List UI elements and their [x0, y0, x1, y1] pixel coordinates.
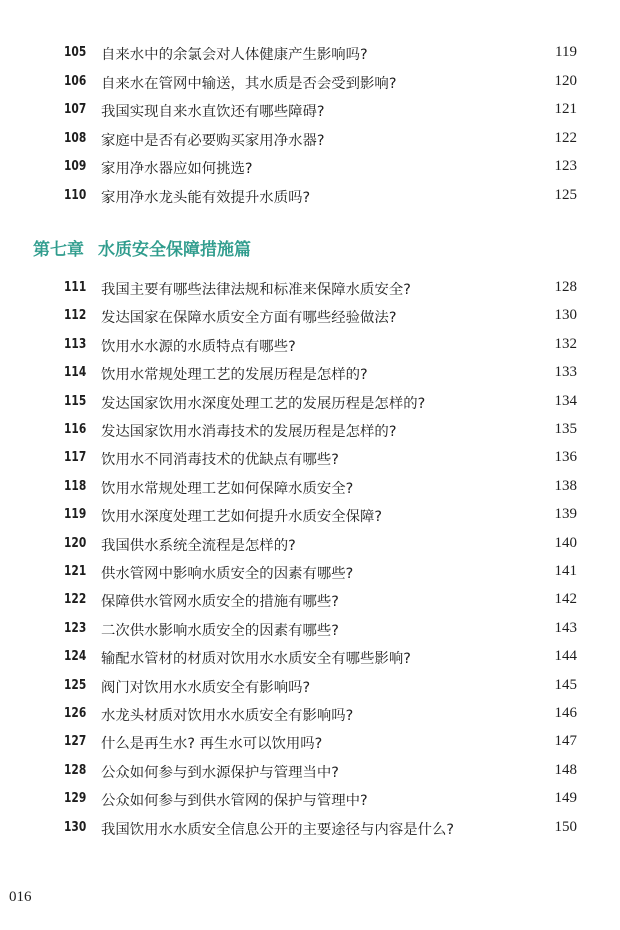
entry-number: 125 [64, 677, 87, 693]
entry-title: 发达国家饮用水消毒技术的发展历程是怎样的? [101, 424, 397, 440]
toc-entry[interactable] [0, 703, 620, 729]
entry-number: 130 [64, 819, 87, 835]
entry-title: 饮用水水源的水质特点有哪些? [101, 338, 296, 355]
entry-page-number: 143 [554, 619, 577, 636]
entry-page-number: 140 [554, 534, 577, 551]
entry-page-number: 141 [554, 563, 577, 579]
entry-title: 家用净水龙头能有效提升水质吗? [101, 190, 311, 206]
toc-entry[interactable] [0, 185, 620, 211]
toc-entry[interactable] [0, 277, 620, 303]
entry-number: 105 [64, 45, 87, 60]
entry-title: 我国供水系统全流程是怎样的? [101, 537, 296, 554]
toc-entry[interactable] [0, 71, 620, 97]
entry-page-number: 149 [554, 790, 577, 807]
entry-page-number: 139 [554, 506, 577, 523]
entry-page-number: 144 [554, 648, 577, 665]
toc-entry[interactable] [0, 305, 620, 331]
entry-title: 发达国家饮用水深度处理工艺的发展历程是怎样的? [101, 395, 426, 412]
entry-page-number: 147 [554, 733, 577, 750]
entry-number: 116 [64, 422, 87, 437]
entry-title: 饮用水深度处理工艺如何提升水质安全保障? [101, 509, 383, 526]
entry-title: 家用净水器应如何挑选? [101, 161, 253, 178]
chapter-title: 水质安全保障措施篇 [98, 240, 251, 260]
entry-title: 供水管网中影响水质安全的因素有哪些? [101, 566, 354, 582]
entry-number: 122 [64, 592, 87, 608]
toc-entry[interactable] [0, 561, 620, 587]
entry-number: 126 [64, 706, 87, 721]
entry-title: 水龙头材质对饮用水水质安全有影响吗? [101, 708, 354, 724]
toc-entry[interactable] [0, 419, 620, 445]
entry-page-number: 122 [554, 129, 577, 146]
toc-entry[interactable] [0, 788, 620, 814]
entry-title: 自来水中的余氯会对人体健康产生影响吗? [101, 47, 368, 63]
toc-entry[interactable] [0, 128, 620, 154]
entry-number: 128 [64, 762, 87, 778]
entry-title: 我国实现自来水直饮还有哪些障碍? [101, 104, 325, 121]
entry-number: 127 [64, 734, 87, 750]
chapter-label: 第七章 [33, 240, 84, 260]
entry-page-number: 145 [554, 676, 577, 693]
entry-title: 饮用水常规处理工艺的发展历程是怎样的? [101, 367, 368, 384]
entry-title: 饮用水不同消毒技术的优缺点有哪些? [101, 452, 339, 469]
entry-page-number: 135 [554, 421, 577, 437]
entry-number: 117 [64, 450, 87, 466]
footer-page-number: 016 [9, 889, 32, 905]
entry-number: 107 [64, 102, 87, 118]
entry-title: 自来水在管网中输送，其水质是否会受到影响? [101, 75, 397, 92]
toc-entry[interactable] [0, 447, 620, 473]
toc-entry[interactable] [0, 675, 620, 701]
entry-page-number: 136 [554, 449, 577, 466]
entry-title: 输配水管材的材质对饮用水水质安全有哪些影响? [101, 651, 411, 668]
entry-page-number: 146 [554, 705, 577, 721]
entry-page-number: 138 [554, 477, 577, 494]
toc-entry[interactable] [0, 362, 620, 388]
toc-entry[interactable] [0, 504, 620, 530]
toc-entry[interactable] [0, 391, 620, 417]
entry-page-number: 132 [554, 335, 577, 352]
entry-title: 公众如何参与到水源保护与管理当中? [101, 764, 339, 781]
chapter-heading[interactable] [33, 235, 251, 265]
toc-entry[interactable] [0, 476, 620, 502]
toc-entry[interactable] [0, 760, 620, 786]
entry-number: 113 [64, 336, 87, 352]
entry-page-number: 150 [554, 818, 577, 835]
entry-page-number: 125 [554, 187, 577, 203]
toc-entry[interactable] [0, 42, 620, 68]
entry-title: 二次供水影响水质安全的因素有哪些? [101, 622, 339, 639]
entry-page-number: 120 [554, 72, 577, 89]
entry-title: 什么是再生水? 再生水可以饮用吗? [101, 736, 323, 753]
entry-page-number: 119 [555, 44, 577, 60]
entry-page-number: 142 [554, 591, 577, 608]
entry-title: 公众如何参与到供水管网的保护与管理中? [101, 793, 368, 810]
toc-entry[interactable] [0, 817, 620, 843]
entry-number: 110 [64, 188, 87, 203]
entry-number: 114 [64, 365, 87, 381]
entry-page-number: 128 [554, 279, 577, 295]
entry-number: 115 [64, 393, 87, 409]
entry-page-number: 134 [554, 392, 577, 409]
entry-number: 108 [64, 130, 87, 146]
entry-number: 106 [64, 73, 87, 89]
entry-title: 我国饮用水水质安全信息公开的主要途径与内容是什么? [101, 821, 455, 838]
entry-page-number: 148 [554, 761, 577, 778]
entry-number: 119 [64, 507, 87, 523]
entry-title: 发达国家在保障水质安全方面有哪些经验做法? [101, 310, 397, 327]
entry-page-number: 130 [554, 307, 577, 324]
entry-title: 保障供水管网水质安全的措施有哪些? [101, 594, 339, 611]
entry-title: 饮用水常规处理工艺如何保障水质安全? [101, 480, 354, 497]
entry-number: 129 [64, 791, 87, 807]
entry-page-number: 121 [554, 101, 577, 118]
entry-page-number: 133 [554, 364, 577, 381]
entry-number: 118 [64, 478, 87, 494]
entry-title: 家庭中是否有必要购买家用净水器? [101, 132, 325, 149]
toc-entry[interactable] [0, 334, 620, 360]
entry-number: 120 [64, 535, 87, 551]
entry-number: 111 [64, 280, 87, 295]
toc-entry[interactable] [0, 99, 620, 125]
entry-page-number: 123 [554, 158, 577, 175]
entry-number: 109 [64, 159, 87, 175]
toc-entry[interactable] [0, 589, 620, 615]
entry-number: 121 [64, 564, 87, 579]
toc-entry[interactable] [0, 156, 620, 182]
entry-number: 124 [64, 649, 87, 665]
toc-entry[interactable] [0, 731, 620, 757]
toc-entry[interactable] [0, 646, 620, 672]
entry-number: 112 [64, 308, 87, 324]
toc-entry[interactable] [0, 533, 620, 559]
entry-title: 阀门对饮用水水质安全有影响吗? [101, 679, 311, 696]
toc-entry[interactable] [0, 618, 620, 644]
entry-number: 123 [64, 620, 87, 636]
entry-title: 我国主要有哪些法律法规和标准来保障水质安全? [101, 282, 411, 298]
